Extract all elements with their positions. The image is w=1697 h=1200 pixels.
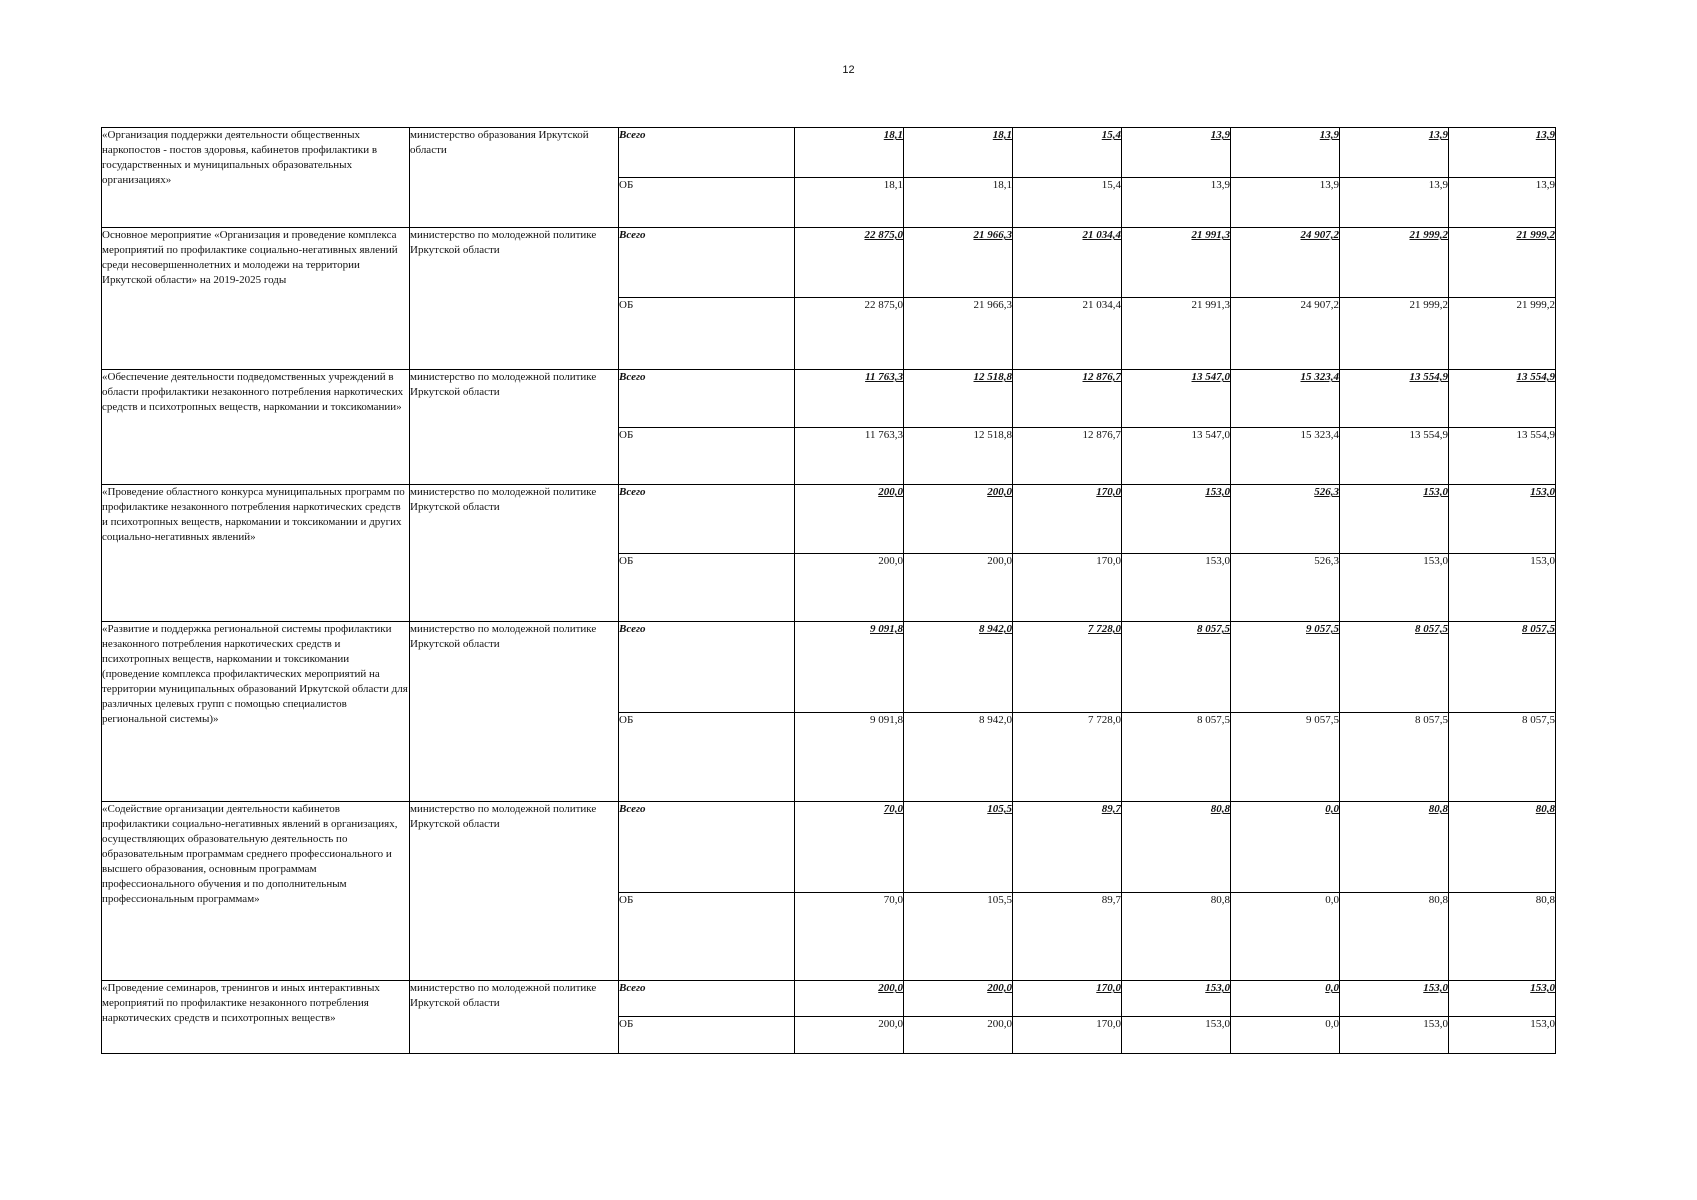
total-value-cell: 200,0: [904, 485, 1013, 554]
activity-description: «Обеспечение деятельности подведомственных учреждений в области профилактики незаконного потребления наркотических средств и психотропных веществ, наркомании и токсикомании»: [102, 370, 410, 485]
ob-value-cell: 200,0: [904, 1017, 1013, 1054]
table-row: [102, 228, 1556, 298]
total-value-cell: 526,3: [1231, 485, 1340, 554]
executor-cell: министерство по молодежной политике Иркутской области: [410, 228, 619, 370]
ob-value-cell: 200,0: [795, 1017, 904, 1054]
ob-value-cell: 13 554,9: [1449, 428, 1556, 485]
funding-source-ob-label: ОБ: [619, 428, 795, 485]
ob-value-cell: 80,8: [1122, 893, 1231, 981]
total-value-cell: 0,0: [1231, 981, 1340, 1017]
ob-value-cell: 13,9: [1231, 178, 1340, 228]
funding-source-total-label: Всего: [619, 981, 795, 1017]
total-value-cell: 170,0: [1013, 981, 1122, 1017]
total-value-cell: 21 999,2: [1449, 228, 1556, 298]
total-value-cell: 18,1: [904, 128, 1013, 178]
funding-source-ob-label: ОБ: [619, 178, 795, 228]
executor-cell: министерство по молодежной политике Иркутской области: [410, 370, 619, 485]
total-value-cell: 15 323,4: [1231, 370, 1340, 428]
activity-description: «Проведение семинаров, тренингов и иных интерактивных мероприятий по профилактике незаконного потребления наркотических средств и психотропных веществ»: [102, 981, 410, 1054]
ob-value-cell: 21 999,2: [1340, 298, 1449, 370]
funding-source-ob-label: ОБ: [619, 893, 795, 981]
total-value-cell: 12 518,8: [904, 370, 1013, 428]
ob-value-cell: 9 091,8: [795, 713, 904, 802]
ob-value-cell: 18,1: [904, 178, 1013, 228]
ob-value-cell: 22 875,0: [795, 298, 904, 370]
ob-value-cell: 9 057,5: [1231, 713, 1340, 802]
page-number: 12: [842, 64, 855, 76]
ob-value-cell: 11 763,3: [795, 428, 904, 485]
executor-cell: министерство по молодежной политике Иркутской области: [410, 622, 619, 802]
total-value-cell: 80,8: [1449, 802, 1556, 893]
total-value-cell: 8 057,5: [1340, 622, 1449, 713]
ob-value-cell: 200,0: [795, 554, 904, 622]
total-value-cell: 8 057,5: [1122, 622, 1231, 713]
total-value-cell: 18,1: [795, 128, 904, 178]
total-value-cell: 13 547,0: [1122, 370, 1231, 428]
ob-value-cell: 0,0: [1231, 893, 1340, 981]
total-value-cell: 153,0: [1449, 981, 1556, 1017]
total-value-cell: 153,0: [1449, 485, 1556, 554]
ob-value-cell: 21 966,3: [904, 298, 1013, 370]
total-value-cell: 153,0: [1122, 981, 1231, 1017]
table-row: [102, 802, 1556, 893]
ob-value-cell: 13,9: [1340, 178, 1449, 228]
table-row: [102, 370, 1556, 428]
total-value-cell: 13,9: [1122, 128, 1231, 178]
total-value-cell: 8 942,0: [904, 622, 1013, 713]
ob-value-cell: 13,9: [1449, 178, 1556, 228]
funding-source-total-label: Всего: [619, 802, 795, 893]
total-value-cell: 200,0: [795, 485, 904, 554]
ob-value-cell: 15 323,4: [1231, 428, 1340, 485]
total-value-cell: 7 728,0: [1013, 622, 1122, 713]
ob-value-cell: 70,0: [795, 893, 904, 981]
ob-value-cell: 13 554,9: [1340, 428, 1449, 485]
ob-value-cell: 80,8: [1449, 893, 1556, 981]
ob-value-cell: 13 547,0: [1122, 428, 1231, 485]
total-value-cell: 21 966,3: [904, 228, 1013, 298]
total-value-cell: 70,0: [795, 802, 904, 893]
funding-source-total-label: Всего: [619, 622, 795, 713]
ob-value-cell: 153,0: [1340, 554, 1449, 622]
total-value-cell: 80,8: [1340, 802, 1449, 893]
total-value-cell: 0,0: [1231, 802, 1340, 893]
ob-value-cell: 170,0: [1013, 554, 1122, 622]
ob-value-cell: 13,9: [1122, 178, 1231, 228]
total-value-cell: 24 907,2: [1231, 228, 1340, 298]
activity-description: Основное мероприятие «Организация и проведение комплекса мероприятий по профилактике социально-негативных явлений среди несовершеннолетних и молодежи на территории Иркутской области» на 2019-2025 годы: [102, 228, 410, 370]
funding-source-ob-label: ОБ: [619, 1017, 795, 1054]
funding-source-total-label: Всего: [619, 485, 795, 554]
funding-source-total-label: Всего: [619, 370, 795, 428]
ob-value-cell: 21 034,4: [1013, 298, 1122, 370]
table-row: [102, 485, 1556, 554]
total-value-cell: 170,0: [1013, 485, 1122, 554]
total-value-cell: 12 876,7: [1013, 370, 1122, 428]
ob-value-cell: 153,0: [1449, 1017, 1556, 1054]
ob-value-cell: 153,0: [1122, 1017, 1231, 1054]
total-value-cell: 21 991,3: [1122, 228, 1231, 298]
total-value-cell: 200,0: [795, 981, 904, 1017]
total-value-cell: 80,8: [1122, 802, 1231, 893]
ob-value-cell: 8 942,0: [904, 713, 1013, 802]
table-row: [102, 622, 1556, 713]
ob-value-cell: 170,0: [1013, 1017, 1122, 1054]
total-value-cell: 153,0: [1340, 981, 1449, 1017]
budget-table: [101, 127, 1556, 1054]
ob-value-cell: 21 991,3: [1122, 298, 1231, 370]
ob-value-cell: 8 057,5: [1122, 713, 1231, 802]
ob-value-cell: 12 876,7: [1013, 428, 1122, 485]
funding-source-total-label: Всего: [619, 228, 795, 298]
funding-source-ob-label: ОБ: [619, 713, 795, 802]
funding-source-ob-label: ОБ: [619, 554, 795, 622]
executor-cell: министерство по молодежной политике Иркутской области: [410, 485, 619, 622]
total-value-cell: 21 999,2: [1340, 228, 1449, 298]
ob-value-cell: 12 518,8: [904, 428, 1013, 485]
total-value-cell: 13,9: [1231, 128, 1340, 178]
ob-value-cell: 89,7: [1013, 893, 1122, 981]
total-value-cell: 13 554,9: [1449, 370, 1556, 428]
total-value-cell: 153,0: [1122, 485, 1231, 554]
ob-value-cell: 153,0: [1449, 554, 1556, 622]
total-value-cell: 15,4: [1013, 128, 1122, 178]
activity-description: «Организация поддержки деятельности общественных наркопостов - постов здоровья, кабинетов профилактики в государственных и муниципальных образовательных организациях»: [102, 128, 410, 228]
ob-value-cell: 105,5: [904, 893, 1013, 981]
ob-value-cell: 7 728,0: [1013, 713, 1122, 802]
ob-value-cell: 0,0: [1231, 1017, 1340, 1054]
ob-value-cell: 15,4: [1013, 178, 1122, 228]
executor-cell: министерство по молодежной политике Иркутской области: [410, 981, 619, 1054]
total-value-cell: 9 091,8: [795, 622, 904, 713]
total-value-cell: 105,5: [904, 802, 1013, 893]
ob-value-cell: 153,0: [1340, 1017, 1449, 1054]
total-value-cell: 13 554,9: [1340, 370, 1449, 428]
total-value-cell: 11 763,3: [795, 370, 904, 428]
activity-description: «Содействие организации деятельности кабинетов профилактики социально-негативных явлений в организациях, осуществляющих образовательную деятельность по образовательным программам среднего профессионального и высшего образования, основным программам профессионального обучения и по дополнительным профессиональным программам»: [102, 802, 410, 981]
table-row: [102, 981, 1556, 1017]
table-row: [102, 128, 1556, 178]
activity-description: «Развитие и поддержка региональной системы профилактики незаконного потребления наркотических средств и психотропных веществ, наркомании и токсикомании (проведение комплекса профилактических мероприятий на территории муниципальных образований Иркутской области для различных целевых групп с помощью специалистов региональной системы)»: [102, 622, 410, 802]
total-value-cell: 200,0: [904, 981, 1013, 1017]
total-value-cell: 13,9: [1449, 128, 1556, 178]
ob-value-cell: 18,1: [795, 178, 904, 228]
total-value-cell: 21 034,4: [1013, 228, 1122, 298]
ob-value-cell: 200,0: [904, 554, 1013, 622]
budget-table-body: [102, 128, 1556, 1054]
funding-source-ob-label: ОБ: [619, 298, 795, 370]
total-value-cell: 153,0: [1340, 485, 1449, 554]
funding-source-total-label: Всего: [619, 128, 795, 178]
ob-value-cell: 24 907,2: [1231, 298, 1340, 370]
executor-cell: министерство по молодежной политике Иркутской области: [410, 802, 619, 981]
ob-value-cell: 153,0: [1122, 554, 1231, 622]
total-value-cell: 89,7: [1013, 802, 1122, 893]
ob-value-cell: 80,8: [1340, 893, 1449, 981]
total-value-cell: 22 875,0: [795, 228, 904, 298]
executor-cell: министерство образования Иркутской области: [410, 128, 619, 228]
ob-value-cell: 21 999,2: [1449, 298, 1556, 370]
total-value-cell: 9 057,5: [1231, 622, 1340, 713]
activity-description: «Проведение областного конкурса муниципальных программ по профилактике незаконного потребления наркотических средств и психотропных веществ, наркомании и токсикомании и других социально-негативных явлений»: [102, 485, 410, 622]
ob-value-cell: 526,3: [1231, 554, 1340, 622]
ob-value-cell: 8 057,5: [1449, 713, 1556, 802]
total-value-cell: 13,9: [1340, 128, 1449, 178]
total-value-cell: 8 057,5: [1449, 622, 1556, 713]
ob-value-cell: 8 057,5: [1340, 713, 1449, 802]
